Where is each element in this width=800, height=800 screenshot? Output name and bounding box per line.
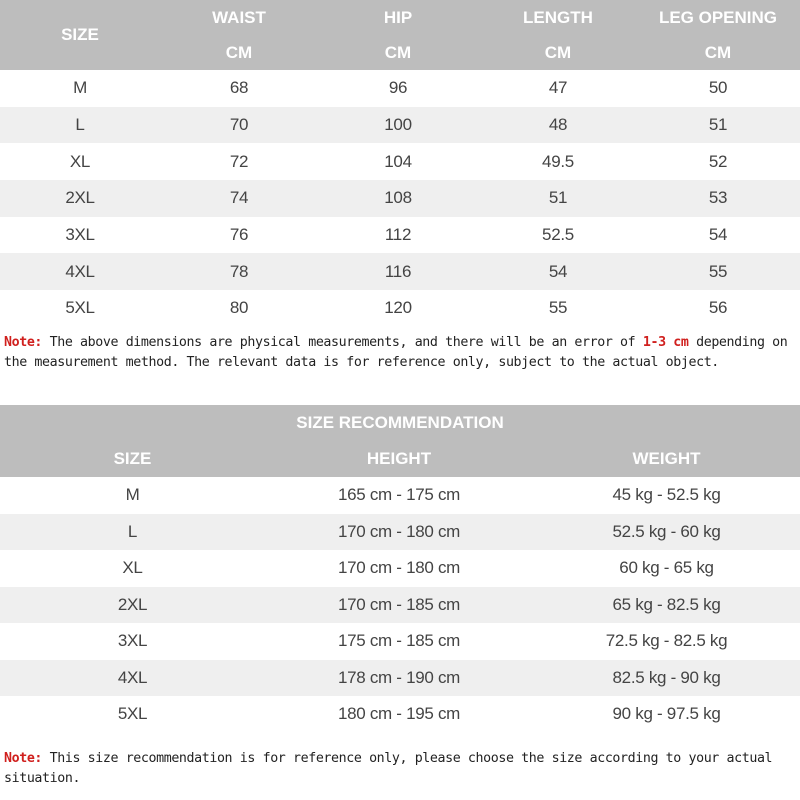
table-cell: 50 [708,78,728,98]
table-cell: 5XL [65,298,95,318]
table-cell: 51 [548,188,568,208]
table-cell: 104 [384,151,412,171]
table-cell: 49.5 [542,151,574,171]
note-text: The above dimensions are physical measurements, and there will be an error of [42,335,643,350]
table-row [0,290,800,327]
table-cell: 72.5 kg - 82.5 kg [605,631,728,651]
table-cell: L [75,115,85,135]
table-cell: 54 [548,261,568,281]
table-cell: 55 [708,261,728,281]
table-cell: 56 [708,298,728,318]
table-cell: 165 cm - 175 cm [337,485,461,505]
table-cell: 52 [708,151,728,171]
table-cell: 68 [229,78,249,98]
header-waist [160,0,318,70]
table-cell: 48 [548,115,568,135]
table-cell: 108 [384,188,412,208]
table-row [0,253,800,290]
table-cell: 72 [229,151,249,171]
measurement-table-body [0,70,800,327]
table-cell: 55 [548,298,568,318]
table-cell: 175 cm - 185 cm [337,631,461,651]
table-cell: XL [122,558,143,578]
table-row [0,70,800,107]
table-cell: L [127,521,138,541]
note-error-range: 1-3 cm [642,335,689,350]
table-row [0,660,800,697]
recommendation-note [4,749,796,789]
table-row [0,107,800,144]
header-size: SIZE [113,449,152,468]
header-leg-opening-unit: CM [704,42,732,62]
table-row [0,623,800,660]
table-cell: 2XL [65,188,95,208]
table-row [0,696,800,733]
table-cell: 5XL [117,704,148,724]
table-cell: 90 kg - 97.5 kg [612,704,721,724]
table-cell: 116 [384,261,412,281]
note-label: Note: [4,751,43,766]
table-row [0,514,800,551]
header-weight: WEIGHT [632,449,701,468]
table-cell: 80 [229,298,249,318]
table-cell: M [125,485,140,505]
header-size [0,0,160,70]
table-row [0,587,800,624]
table-cell: 96 [388,78,408,98]
table-cell: 53 [708,188,728,208]
table-cell: 54 [708,225,728,245]
table-cell: 180 cm - 195 cm [337,704,461,724]
table-cell: 100 [384,115,412,135]
note-text-cont: depending on the measurement method. The relevant data is for reference only, subject to the actual object. [4,335,788,370]
table-cell: XL [69,151,91,171]
measurement-table [0,0,800,328]
table-row [0,217,800,254]
table-cell: 170 cm - 180 cm [337,558,461,578]
header-size-label: SIZE [61,25,99,44]
table-cell: 45 kg - 52.5 kg [612,485,721,505]
table-cell: 60 kg - 65 kg [619,558,714,578]
table-cell: 170 cm - 180 cm [337,521,461,541]
measurement-note [4,333,796,373]
table-cell: 3XL [65,225,95,245]
table-row [0,180,800,217]
header-leg-opening-label: LEG OPENING [658,7,778,27]
table-cell: 4XL [117,667,148,687]
table-cell: 74 [229,188,249,208]
table-cell: 70 [229,115,249,135]
table-cell: 120 [384,298,412,318]
table-cell: 170 cm - 185 cm [337,594,461,614]
table-cell: 78 [229,261,249,281]
recommendation-table [0,405,800,733]
table-cell: 2XL [117,594,148,614]
table-cell: 52.5 [542,225,574,245]
header-height: HEIGHT [366,449,432,468]
table-cell: 178 cm - 190 cm [337,667,461,687]
table-cell: 82.5 kg - 90 kg [612,667,721,687]
table-cell: 52.5 kg - 60 kg [612,521,721,541]
header-hip-label: HIP [383,7,413,27]
table-cell: 112 [384,225,412,245]
header-length-unit: CM [544,42,572,62]
table-row [0,477,800,514]
header-hip [318,0,478,70]
measurement-table-header [0,0,800,70]
table-row [0,550,800,587]
table-cell: 4XL [65,261,95,281]
table-cell: M [73,78,87,98]
header-waist-unit: CM [225,42,253,62]
recommendation-table-header [0,405,800,477]
table-row [0,143,800,180]
header-hip-unit: CM [384,42,412,62]
header-length-label: LENGTH [523,7,593,27]
note-label: Note: [4,335,43,350]
recommendation-title: SIZE RECOMMENDATION [296,413,504,432]
note-text: This size recommendation is for reference only, please choose the size according to your actual situation. [4,751,773,786]
table-cell: 65 kg - 82.5 kg [612,594,721,614]
header-waist-label: WAIST [212,7,266,27]
table-cell: 51 [708,115,728,135]
table-cell: 47 [548,78,568,98]
table-cell: 3XL [117,631,148,651]
recommendation-column-headers [0,441,800,477]
header-length [478,0,638,70]
table-cell: 76 [229,225,249,245]
recommendation-table-body [0,477,800,733]
header-leg-opening [638,0,798,70]
